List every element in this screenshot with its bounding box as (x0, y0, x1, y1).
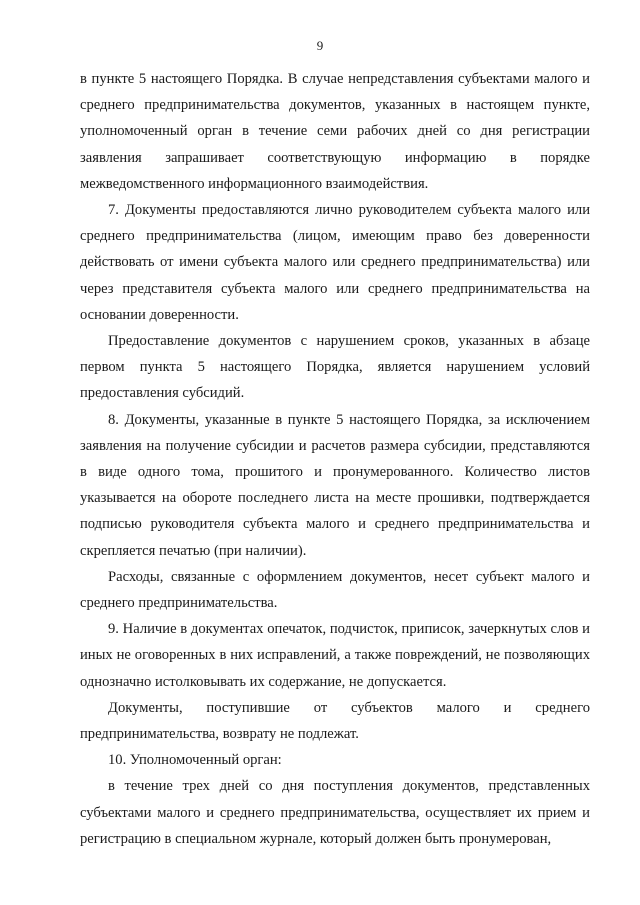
paragraph-deadline-violation: Предоставление документов с нарушением сроков, указанных в абзаце первом пункта 5 настоящего Порядка, является нарушением условий предоставления субсидий. (80, 333, 590, 402)
paragraph-item-10: 10. Уполномоченный орган: (108, 752, 282, 769)
paragraph-item-7: 7. Документы предоставляются лично руководителем субъекта малого или среднего предпринимательства (лицом, имеющим право без доверенности действовать от имени субъекта малого или среднего предпринимательства) или через представителя субъекта малого или среднего предпринимательства на основании доверенности. (80, 202, 590, 323)
document-body (80, 66, 590, 852)
paragraph-expenses: Расходы, связанные с оформлением документов, несет субъект малого и среднего предпринимательства. (80, 568, 590, 612)
paragraph-continuation: в пункте 5 настоящего Порядка. В случае непредставления субъектами малого и среднего предпринимательства документов, указанных в настоящем пункте, уполномоченный орган в течение семи рабочих дней со дня регистрации заявления запрашивает соответствующую информацию в порядке межведомственного информационного взаимодействия. (80, 71, 590, 192)
paragraph-item-9: 9. Наличие в документах опечаток, подчисток, приписок, зачеркнутых слов и иных не оговоренных в них исправлений, а также повреждений, не позволяющих однозначно истолковывать их содержание, не допускается. (80, 621, 590, 690)
paragraph-item-10-sub: в течение трех дней со дня поступления документов, представленных субъектами малого и среднего предпринимательства, осуществляет их прием и регистрацию в специальном журнале, который должен быть пронумерован, (80, 778, 590, 847)
paragraph-item-8: 8. Документы, указанные в пункте 5 настоящего Порядка, за исключением заявления на получение субсидии и расчетов размера субсидии, представляются в виде одного тома, прошитого и пронумерованного. Количество листов указывается на обороте последнего листа на месте прошивки, подтверждается подписью руководителя субъекта малого и среднего предпринимательства и скрепляется печатью (при наличии). (80, 411, 590, 559)
page-number: 9 (316, 38, 324, 53)
paragraph-no-return: Документы, поступившие от субъектов малого и среднего предпринимательства, возврату не подлежат. (80, 699, 590, 743)
